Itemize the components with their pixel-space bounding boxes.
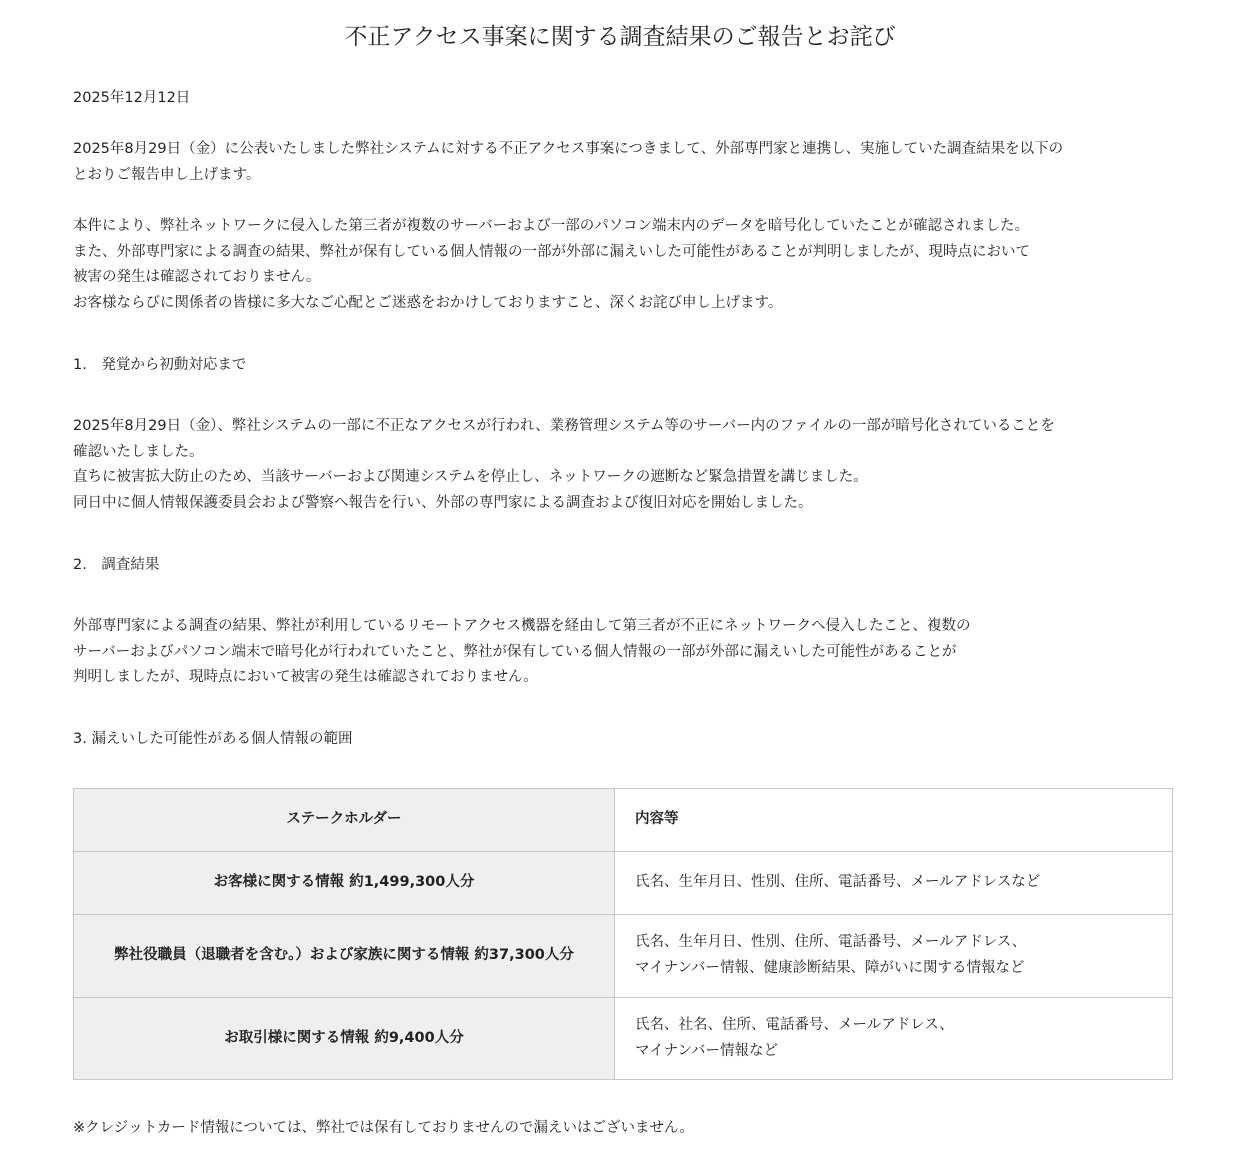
section-1-heading: 1. 発覚から初動対応まで: [73, 357, 247, 373]
intro-paragraph: [73, 137, 1183, 188]
text-line: 判明しましたが、現時点において被害の発生は確認されておりません。: [73, 669, 538, 686]
content-cell: [615, 852, 1173, 915]
text-line: 2025年8月29日（金）、弊社システムの一部に不正なアクセスが行われ、業務管理システム等のサーバー内のファイルの一部が暗号化されていることを: [73, 418, 1055, 434]
content-line: マイナンバー情報など: [635, 1042, 778, 1059]
content-line: 氏名、生年月日、性別、住所、電話番号、メールアドレス、: [635, 934, 1027, 951]
section-1-body: [73, 414, 1183, 516]
personal-info-table: [73, 788, 1173, 1080]
content-line: 氏名、社名、住所、電話番号、メールアドレス、: [635, 1016, 954, 1033]
table-row: [74, 915, 1173, 998]
date: 2025年12月12日: [73, 90, 191, 106]
content-cell: [615, 915, 1173, 998]
text-line: 外部専門家による調査の結果、弊社が利用しているリモートアクセス機器を経由して第三者が不正にネットワークへ侵入したこと、複数の: [73, 618, 971, 634]
section-2-heading: 2. 調査結果: [73, 557, 160, 573]
text-line: 直ちに被害拡大防止のため、当該サーバーおよび関連システムを停止し、ネットワークの遮断など緊急措置を講じました。: [73, 469, 868, 486]
text-line: とおりご報告申し上げます。: [73, 166, 261, 183]
page-title: 不正アクセス事案に関する調査結果のご報告とお詫び: [344, 24, 896, 50]
header-content: 内容等: [615, 789, 1173, 852]
section-3-heading: 3. 漏えいした可能性がある個人情報の範囲: [73, 731, 353, 747]
content-line: 氏名、生年月日、性別、住所、電話番号、メールアドレスなど: [635, 874, 1041, 891]
text-line: 確認いたしました。: [73, 443, 204, 460]
stakeholder-cell: お客様に関する情報 約1,499,300人分: [74, 852, 615, 915]
summary-paragraph: [73, 214, 1183, 316]
header-stakeholder: ステークホルダー: [74, 789, 615, 852]
stakeholder-cell: お取引様に関する情報 約9,400人分: [74, 998, 615, 1080]
credit-card-note: ※クレジットカード情報については、弊社では保有しておりませんので漏えいはございません。: [73, 1120, 694, 1136]
text-line: 同日中に個人情報保護委員会および警察へ報告を行い、外部の専門家による調査および復旧対応を開始しました。: [73, 494, 813, 511]
text-line: お客様ならびに関係者の皆様に多大なご心配とご迷惑をおかけしておりますこと、深くお詫び申し上げます。: [73, 294, 783, 311]
stakeholder-cell: 弊社役職員（退職者を含む。）および家族に関する情報 約37,300人分: [74, 915, 615, 998]
text-line: また、外部専門家による調査の結果、弊社が保有している個人情報の一部が外部に漏えいした可能性があることが判明しましたが、現時点において: [73, 243, 1030, 260]
section-2-body: [73, 614, 1183, 691]
text-line: 本件により、弊社ネットワークに侵入した第三者が複数のサーバーおよび一部のパソコン端末内のデータを暗号化していたことが確認されました。: [73, 218, 1029, 234]
text-line: 2025年8月29日（金）に公表いたしました弊社システムに対する不正アクセス事案につきまして、外部専門家と連携し、実施していた調査結果を以下の: [73, 141, 1064, 157]
content-cell: [615, 998, 1173, 1080]
table-row: [74, 852, 1173, 915]
text-line: サーバーおよびパソコン端末で暗号化が行われていたこと、弊社が保有している個人情報の一部が外部に漏えいした可能性があることが: [73, 643, 957, 660]
content-line: マイナンバー情報、健康診断結果、障がいに関する情報など: [635, 960, 1025, 976]
table-row: [74, 998, 1173, 1080]
table-header-row: [74, 789, 1173, 852]
text-line: 被害の発生は確認されておりません。: [73, 269, 321, 286]
